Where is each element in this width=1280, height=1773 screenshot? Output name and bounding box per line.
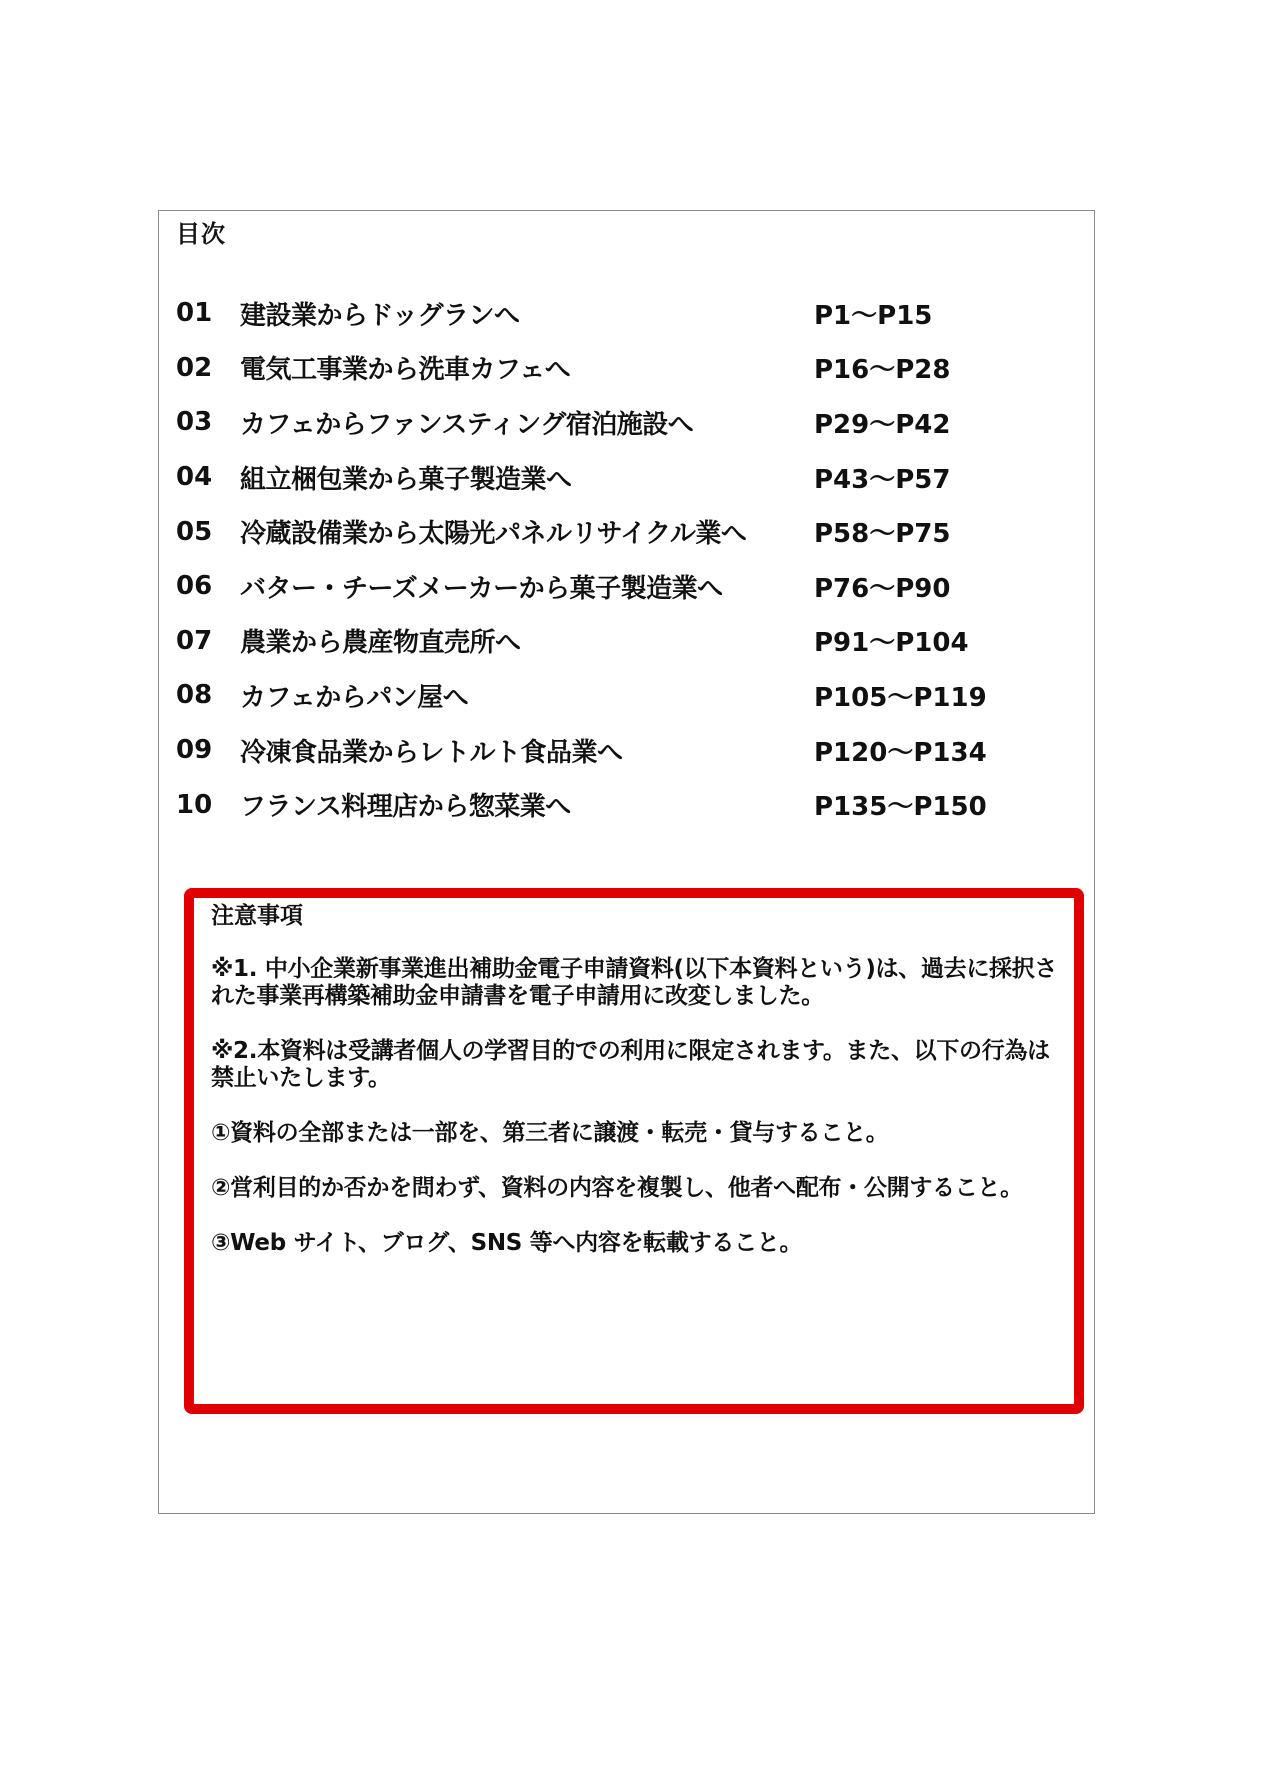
toc-item-07 [176, 614, 1056, 669]
toc-item-number: 02 [176, 352, 213, 383]
toc-item-title: カフェからファンスティング宿泊施設へ [240, 409, 694, 440]
toc-item-number: 03 [176, 407, 213, 438]
toc-item-pages: P120～P134 [814, 737, 987, 768]
toc-item-title: 組立梱包業から菓子製造業へ [240, 464, 572, 495]
toc-heading: 目次 [176, 220, 226, 248]
notice-paragraph: ※1. 中小企業新事業進出補助金電子申請資料(以下本資料という)は、過去に採択された事業再構築補助金申請書を電子申請用に改変しました。 [211, 956, 1058, 1009]
toc-item-number: 10 [176, 789, 213, 820]
toc-item-number: 06 [176, 571, 213, 602]
toc-item-title: フランス料理店から惣菜業へ [240, 792, 571, 823]
toc-item-pages: P16～P28 [814, 355, 951, 386]
toc-item-pages: P91～P104 [814, 628, 969, 659]
toc-item-number: 08 [176, 680, 213, 711]
toc-item-title: カフェからパン屋へ [240, 682, 469, 713]
toc-item-pages: P1～P15 [814, 300, 933, 331]
notice-heading: 注意事項 [211, 903, 303, 929]
toc-item-02 [176, 341, 1056, 396]
notice-paragraph: ※2.本資料は受講者個人の学習目的での利用に限定されます。また、以下の行為は禁止いたします。 [211, 1038, 1050, 1091]
toc-item-title: 建設業からドッグランへ [240, 300, 520, 331]
toc-item-title: 冷凍食品業からレトルト食品業へ [240, 737, 623, 768]
toc-item-08 [176, 668, 1056, 723]
toc-item-01 [176, 286, 1056, 341]
toc-item-pages: P29～P42 [814, 409, 951, 440]
notice-paragraph: ②営利目的か否かを問わず、資料の内容を複製し、他者へ配布・公開すること。 [211, 1175, 1023, 1201]
toc-item-title: 電気工事業から洗車カフェへ [240, 355, 571, 386]
toc-item-number: 07 [176, 625, 213, 656]
toc-item-title: 冷蔵設備業から太陽光パネルリサイクル業へ [240, 519, 747, 550]
notice-content [211, 903, 1061, 1285]
notice-paragraph: ③Web サイト、ブログ、SNS 等へ内容を転載すること。 [211, 1230, 803, 1256]
toc-item-title: バター・チーズメーカーから菓子製造業へ [240, 573, 723, 604]
toc-item-number: 04 [176, 462, 213, 493]
toc-item-pages: P58～P75 [814, 519, 951, 550]
toc-item-05 [176, 504, 1056, 559]
toc-item-pages: P135～P150 [814, 792, 987, 823]
toc-item-10 [176, 777, 1056, 832]
toc-item-pages: P43～P57 [814, 464, 951, 495]
toc-item-number: 09 [176, 735, 213, 766]
toc-item-title: 農業から農産物直売所へ [240, 628, 521, 659]
toc-item-04 [176, 450, 1056, 505]
toc-item-03 [176, 395, 1056, 450]
toc-list [176, 286, 1056, 832]
toc-item-06 [176, 559, 1056, 614]
toc-item-number: 01 [176, 298, 213, 329]
toc-item-number: 05 [176, 516, 213, 547]
toc-item-pages: P105～P119 [814, 682, 987, 713]
toc-item-09 [176, 723, 1056, 778]
toc-item-pages: P76～P90 [814, 573, 951, 604]
notice-paragraph: ①資料の全部または一部を、第三者に譲渡・転売・貸与すること。 [211, 1120, 889, 1146]
